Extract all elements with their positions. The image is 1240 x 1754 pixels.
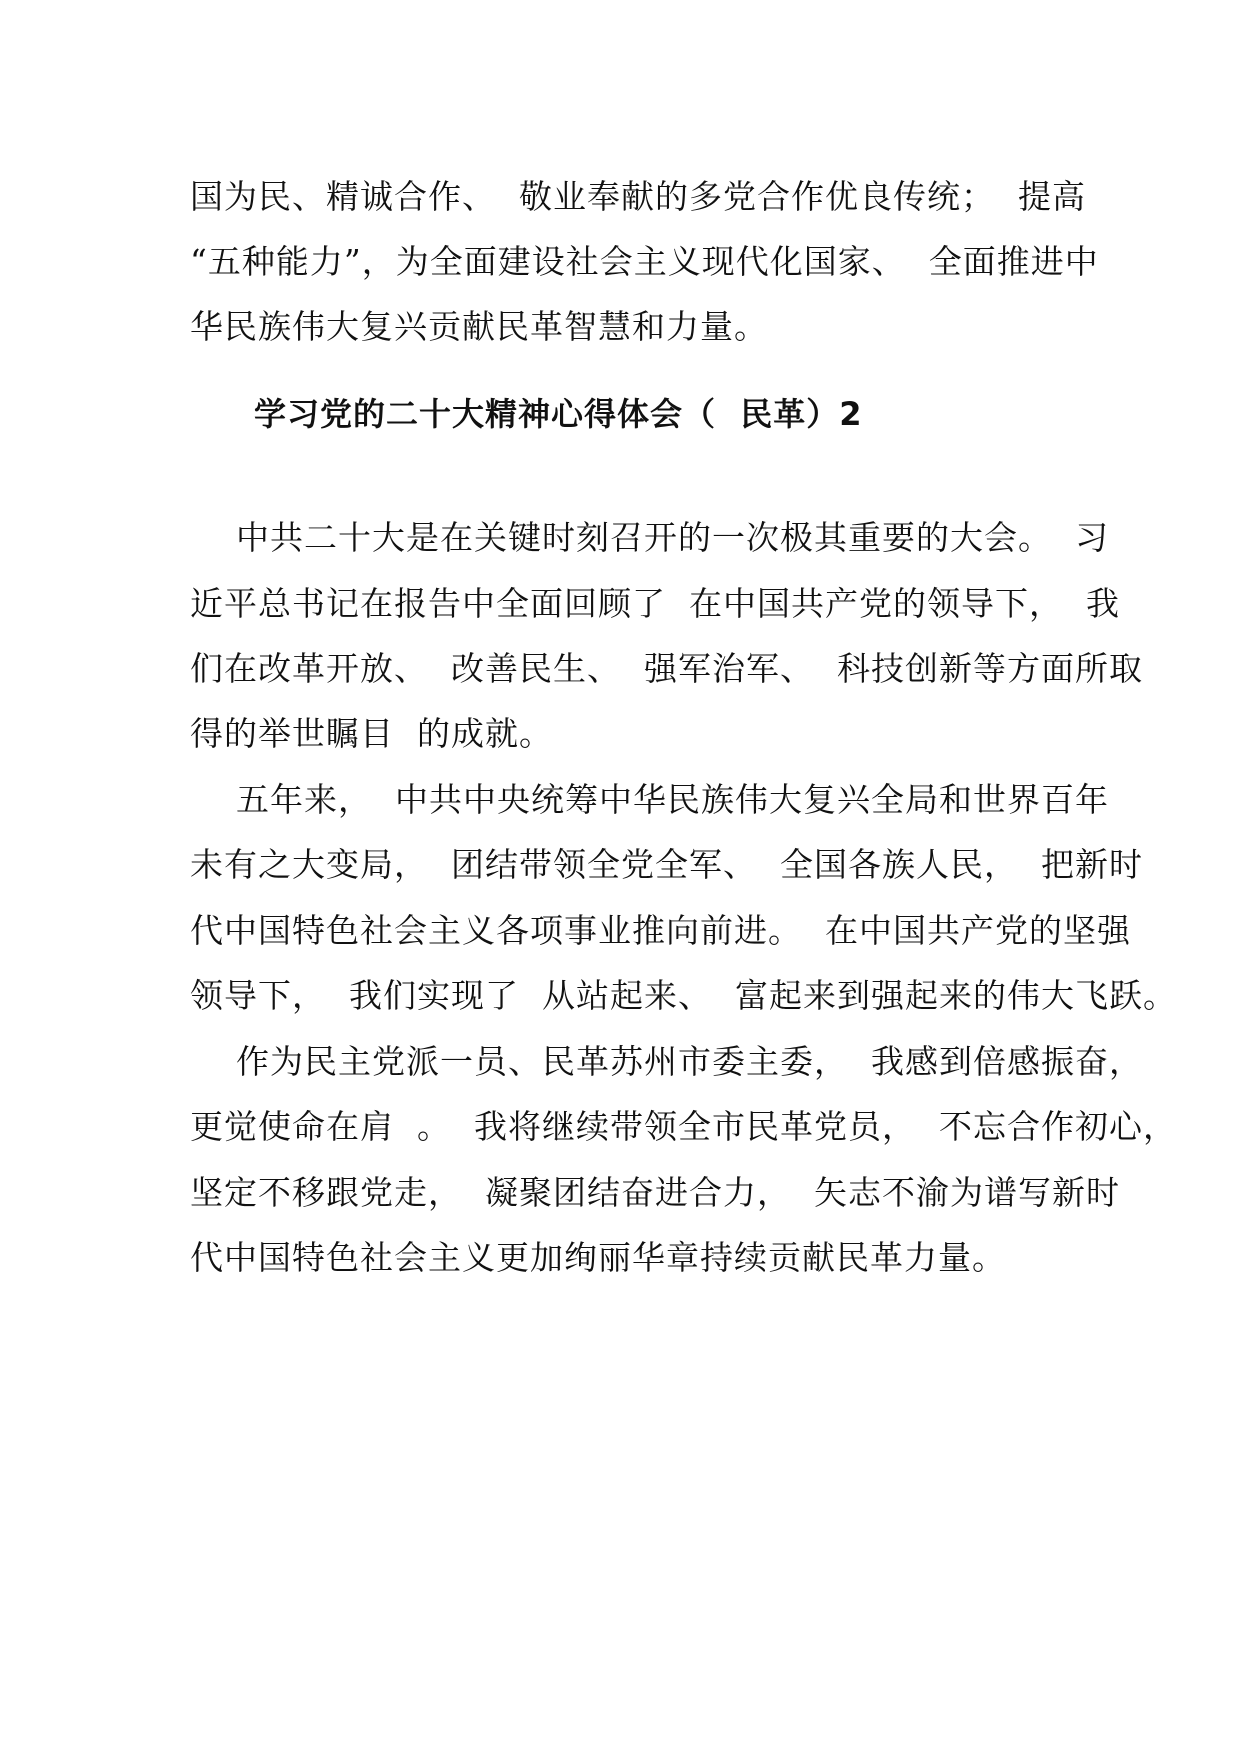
text-line: 代中国特色社会主义更加绚丽华章持续贡献民革力量。: [190, 1238, 1006, 1277]
text-line: 五年来， 中共中央统筹中华民族伟大复兴全局和世界百年: [190, 780, 1109, 819]
text-line: 坚定不移跟党走， 凝聚团结奋进合力， 矢志不渝为谱写新时: [190, 1173, 1120, 1212]
text-line: 作为民主党派一员、民革苏州市委主委， 我感到倍感振奋，: [190, 1042, 1143, 1081]
text-line: 们在改革开放、 改善民生、 强军治军、 科技创新等方面所取: [190, 649, 1143, 688]
text-line: 近平总书记在报告中全面回顾了 在中国共产党的领导下， 我: [190, 584, 1120, 623]
text-line: 中共二十大是在关键时刻召开的一次极其重要的大会。 习: [190, 518, 1109, 557]
text-line: 华民族伟大复兴贡献民革智慧和力量。: [190, 307, 768, 346]
text-line: 代中国特色社会主义各项事业推向前进。 在中国共产党的坚强: [190, 911, 1131, 950]
text-line: 未有之大变局， 团结带领全党全军、 全国各族人民， 把新时: [190, 845, 1143, 884]
text-line: 领导下， 我们实现了 从站起来、 富起来到强起来的伟大飞跃。: [190, 976, 1177, 1015]
text-line: “五种能力”，为全面建设社会主义现代化国家、 全面推进中: [190, 242, 1099, 281]
text-line: 国为民、精诚合作、 敬业奉献的多党合作优良传统； 提高: [190, 177, 1086, 216]
section-title: 学习党的二十大精神心得体会（ 民革）2: [254, 395, 863, 433]
text-line: 得的举世瞩目 的成就。: [190, 714, 553, 753]
text-line: 更觉使命在肩 。 我将继续带领全市民革党员， 不忘合作初心，: [190, 1107, 1177, 1146]
